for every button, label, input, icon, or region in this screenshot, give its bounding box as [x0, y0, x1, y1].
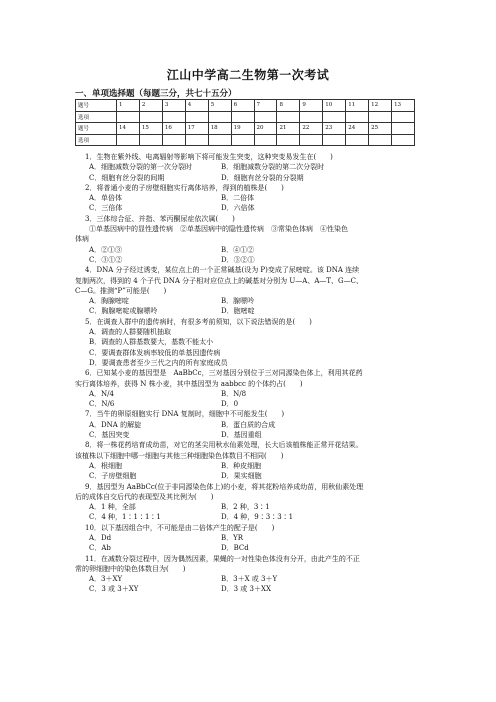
- answer-cell[interactable]: [346, 111, 369, 123]
- option-row: [75, 389, 423, 399]
- table-cell: 6: [231, 100, 254, 112]
- table-cell: 3: [162, 100, 185, 112]
- question-stem: 9．基因型为 AaBbCc(位于非同源染色体上)的小麦，将其花粉培养成幼苗，用秋仙素处理: [85, 482, 364, 491]
- question-stem: 8．将一株花药培育成幼苗，对它的茎尖用秋水仙素处理，长大后该植株能正常开花结果。: [85, 441, 363, 450]
- table-cell: 9: [300, 100, 323, 112]
- table-cell: 16: [162, 123, 185, 135]
- option-a: A．N/4: [89, 389, 114, 398]
- answer-cell[interactable]: [208, 134, 231, 146]
- option-d: D．基因重组: [221, 431, 262, 440]
- question-stem: 7．当牛的卵原细胞实行 DNA 复制时，细胞中不可能发生( ): [85, 410, 285, 419]
- option-c: C．三倍体: [89, 204, 123, 213]
- option-row: [75, 193, 423, 203]
- table-cell: 15: [139, 123, 162, 135]
- option-b: B．3＋X 或 3＋Y: [221, 575, 278, 584]
- answer-cell[interactable]: [185, 134, 208, 146]
- table-cell: 19: [231, 123, 254, 135]
- option-row: [75, 173, 423, 183]
- option-a: A．Dd: [89, 533, 112, 542]
- option-d: D．要调查患者至少三代之内的所有家庭成员: [89, 358, 228, 367]
- question-stem: 4．DNA 分子经过诱变，某位点上的一个正常碱基(设为 P)变成了尿嘧啶。该 DNA 连续: [85, 266, 360, 275]
- question-stem: 3．三体综合征、并指、苯丙酮尿症依次属( ): [85, 214, 235, 223]
- option-b: B．YR: [221, 533, 244, 542]
- question-stem: 5．在调查人群中的遗传病时，有很多考前须知，以下说法错误的是( ): [85, 317, 312, 326]
- answer-cell[interactable]: [392, 134, 415, 146]
- table-header-cell: 选项: [76, 111, 117, 123]
- option-c: C．胸腺嘧啶或腺嘌呤: [89, 307, 158, 316]
- question-stem-line: 复制两次，得到的 4 个子代 DNA 分子相对应位点上的碱基对分别为 U—A、A—T、G—C、: [75, 276, 363, 285]
- page-title: 江山中学高二生物第一次考试: [166, 68, 330, 82]
- question-stem-line: 后的成体自交后代的表现型及其比例为( ): [75, 492, 214, 501]
- option-row: [75, 162, 423, 172]
- option-a: A．细胞减数分裂的第一次分裂时: [89, 163, 193, 172]
- option-d: D．③②①: [221, 255, 255, 264]
- table-cell: 23: [323, 123, 346, 135]
- table-row: [76, 100, 415, 112]
- table-cell: 10: [323, 100, 346, 112]
- option-row: [75, 306, 423, 316]
- option-row: [75, 203, 423, 213]
- answer-cell[interactable]: [162, 134, 185, 146]
- option-row: [75, 512, 423, 522]
- option-d: D．细胞有丝分裂的分裂期: [221, 173, 304, 182]
- option-a: A．DNA 的解旋: [89, 420, 142, 429]
- option-a: A．3＋XY: [89, 575, 123, 584]
- question-stem: 1．生物在紫外线、电离辐射等影响下将可能发生突变，这种突变易发生在( ): [85, 153, 333, 161]
- answer-cell[interactable]: [231, 111, 254, 123]
- question-stem: 10．以下基因组合中，不可能是由二倍体产生的配子是( ): [85, 523, 275, 532]
- option-d: D．3 或 3＋XX: [221, 585, 271, 594]
- option-c: C．N/6: [89, 400, 115, 409]
- table-cell: 18: [208, 123, 231, 135]
- option-d: D．BCd: [221, 544, 249, 553]
- table-cell: 1: [117, 100, 140, 112]
- option-b: B．种皮细胞: [221, 461, 262, 470]
- answer-cell[interactable]: [369, 134, 392, 146]
- option-row: [75, 399, 423, 409]
- option-b: B．腺嘌呤: [221, 297, 255, 306]
- answer-cell[interactable]: [392, 111, 415, 123]
- answer-cell[interactable]: [300, 111, 323, 123]
- table-cell: 13: [392, 100, 415, 112]
- option-row: [75, 255, 423, 265]
- option-d: D．果实细胞: [221, 472, 262, 481]
- question-stem: 11．在减数分裂过程中，因为偶然因素，果蝇的一对性染色体没有分开，由此产生的不正: [85, 554, 360, 563]
- table-cell: 11: [346, 100, 369, 112]
- option-b: B．2 种，3∶1: [221, 503, 270, 512]
- option-row: [75, 245, 423, 255]
- option-row: [75, 533, 423, 543]
- table-cell: [392, 123, 415, 135]
- option-row: [75, 296, 423, 306]
- option-a: A．②①③: [89, 245, 123, 254]
- table-cell: 21: [277, 123, 300, 135]
- answer-cell[interactable]: [185, 111, 208, 123]
- answer-cell[interactable]: [277, 134, 300, 146]
- option-d: D．胞嘧啶: [221, 307, 255, 316]
- option-b: B．调查的人群基数要大，基数不能太小: [89, 338, 214, 347]
- option-c: C．子房壁细胞: [89, 472, 137, 481]
- table-cell: 17: [185, 123, 208, 135]
- answer-cell[interactable]: [323, 134, 346, 146]
- option-row: [75, 471, 423, 481]
- table-row: [76, 111, 415, 123]
- question-stem-line: 实行离体培养，获得 N 株小麦，其中基因型为 aabbcc 的个体约占( ): [75, 379, 303, 388]
- table-cell: 12: [369, 100, 392, 112]
- answer-cell[interactable]: [323, 111, 346, 123]
- answer-cell[interactable]: [139, 111, 162, 123]
- option-c: C．细胞有丝分裂的间期: [89, 173, 165, 182]
- question-stem-line: 常的卵细胞中的染色体数目为( ): [75, 564, 186, 573]
- question-stem-line: C—G。推测“P”可能是( ): [75, 286, 167, 295]
- table-cell: 2: [139, 100, 162, 112]
- table-cell: 24: [346, 123, 369, 135]
- question-stem: 6．已知某小麦的基因型是 AaBbCc，三对基因分别位于三对同源染色体上，利用其花药: [85, 369, 363, 378]
- question-stem-line: ①单基因病中的显性遗传病 ②单基因病中的隐性遗传病 ③常染色体病 ④性染色: [89, 225, 348, 234]
- answer-cell[interactable]: [300, 134, 323, 146]
- option-a: A．调查的人群要随机抽取: [89, 328, 172, 337]
- option-c: C．要调查群体发病率较低的单基因遗传病: [89, 348, 221, 357]
- answer-cell[interactable]: [117, 111, 140, 123]
- table-header-cell: 题号: [76, 100, 117, 112]
- table-cell: 25: [369, 123, 392, 135]
- option-b: B．二倍体: [221, 194, 255, 203]
- option-row: [75, 543, 423, 553]
- table-cell: 7: [254, 100, 277, 112]
- question-list: [75, 152, 423, 595]
- table-cell: 22: [300, 123, 323, 135]
- answer-cell[interactable]: [346, 134, 369, 146]
- option-row: [75, 502, 423, 512]
- option-b: B．N/8: [221, 389, 247, 398]
- table-cell: 8: [277, 100, 300, 112]
- question-stem-line: 该植株以下细胞中哪一细胞与其他三种细胞染色体数目不相同( ): [75, 451, 284, 460]
- option-d: D．4 种，9∶3∶3∶1: [221, 513, 294, 522]
- option-row: [75, 461, 423, 471]
- answer-cell[interactable]: [231, 134, 254, 146]
- option-row: [75, 584, 423, 594]
- option-b: B．细胞减数分裂的第二次分裂时: [221, 163, 325, 172]
- option-a: A．根细胞: [89, 461, 123, 470]
- answer-cell[interactable]: [254, 111, 277, 123]
- option-d: D．六倍体: [221, 204, 255, 213]
- option-b: B．蛋白质的合成: [221, 420, 276, 429]
- section-title: 一、单项选择题（每题三分，共七十五分）: [75, 89, 237, 99]
- answer-table: [75, 99, 415, 146]
- table-cell: 14: [117, 123, 140, 135]
- table-cell: 20: [254, 123, 277, 135]
- table-row: [76, 134, 415, 146]
- option-c: C．Ab: [89, 544, 111, 553]
- option-d: D．0: [221, 400, 239, 409]
- option-a: A．1 种，全部: [89, 503, 136, 512]
- answer-cell[interactable]: [139, 134, 162, 146]
- option-c: C．4 种，1∶1∶1∶1: [89, 513, 161, 522]
- option-a: A．胸腺嘧啶: [89, 297, 130, 306]
- option-c: C．基因突变: [89, 431, 130, 440]
- option-c: C．3 或 3＋XY: [89, 585, 139, 594]
- option-row: [75, 420, 423, 430]
- answer-cell[interactable]: [277, 111, 300, 123]
- question-stem-line: 体病: [75, 235, 89, 244]
- option-c: C．③①②: [89, 255, 123, 264]
- answer-cell[interactable]: [162, 111, 185, 123]
- option-a: A．单倍体: [89, 194, 123, 203]
- table-cell: 5: [208, 100, 231, 112]
- table-header-cell: 选项: [76, 134, 117, 146]
- option-row: [75, 430, 423, 440]
- answer-cell[interactable]: [369, 111, 392, 123]
- option-b: B．④①②: [221, 245, 255, 254]
- table-row: [76, 123, 415, 135]
- table-header-cell: 题号: [76, 123, 117, 135]
- option-row: [75, 574, 423, 584]
- question-stem: 2．将普通小麦的子房壁细胞实行离体培养，得到的植株是( ): [85, 183, 284, 192]
- table-cell: 4: [185, 100, 208, 112]
- answer-cell[interactable]: [254, 134, 277, 146]
- answer-cell[interactable]: [208, 111, 231, 123]
- answer-cell[interactable]: [117, 134, 140, 146]
